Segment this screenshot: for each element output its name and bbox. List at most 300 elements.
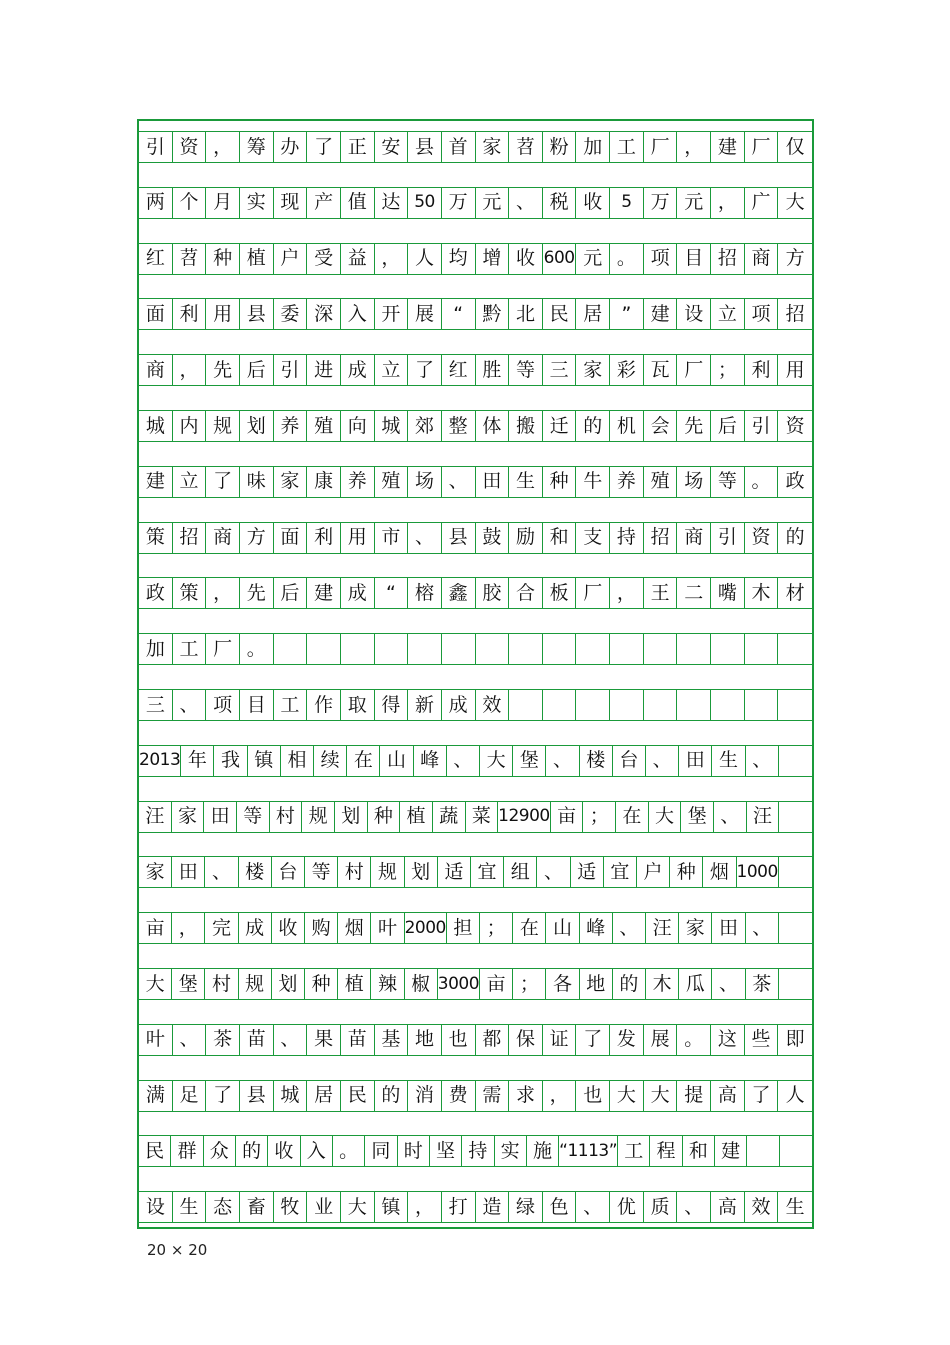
grid-cell: 收 [576,188,610,218]
grid-cell: 汪 [139,802,172,832]
grid-cell: 首 [442,132,476,162]
grid-cell [274,634,308,664]
grid-cell: 月 [206,188,240,218]
grid-cell: 用 [206,299,240,329]
grid-cell: 机 [610,411,644,441]
grid-cell: 户 [637,857,670,887]
grid-row [139,968,812,1000]
grid-cell: 这 [711,1025,745,1055]
grid-cell: 内 [173,411,207,441]
grid-cell: 收 [272,913,305,943]
grid-cell: 规 [371,857,404,887]
grid-cell: 产 [307,188,341,218]
grid-cell: 用 [785,358,805,381]
grid-cell: 苕 [509,132,543,162]
grid-cell: 了 [576,1025,610,1055]
grid-cell: 等 [305,857,338,887]
grid-cell: 叶 [371,913,404,943]
grid-cell: 收 [509,244,543,274]
grid-row [139,1135,812,1167]
grid-cell: 加 [139,634,173,664]
grid-cell: 田 [712,913,745,943]
grid-cell: 生 [173,1192,207,1222]
grid-cell: 了 [206,467,240,497]
grid-cell: 我 [214,746,247,776]
grid-cell: 值 [341,188,375,218]
grid-cell: 规 [239,969,272,999]
grid-cell: 和 [543,523,577,553]
grid-cell: 宜 [604,857,637,887]
grid-cell: 成 [239,913,272,943]
grid-cell: 粉 [543,132,577,162]
grid-cell: 、 [509,188,543,218]
grid-cell [442,634,476,664]
grid-cell: 购 [305,913,338,943]
grid-cell: 设 [139,1192,173,1222]
grid-cell: 利 [307,523,341,553]
grid-cell: ， [543,1081,577,1111]
grid-cell: 家 [172,802,205,832]
grid-cell: 、 [677,1192,711,1222]
grid-cell: 亩 [551,802,584,832]
grid-cell: 万 [644,188,678,218]
grid-cell: 、 [442,467,476,497]
grid-cell: 招 [644,523,678,553]
grid-cell: 面 [274,523,308,553]
grid-cell: 台 [613,746,646,776]
grid-cell: 建 [715,1136,747,1166]
grid-cell: 需 [476,1081,510,1111]
grid-cell: 均 [442,244,476,274]
grid-cell: 了 [745,1081,779,1111]
grid-cell: 木 [646,969,679,999]
grid-cell [711,690,745,720]
grid-cell: 策 [173,578,207,608]
grid-cell: 2013 [139,746,181,776]
grid-cell: 利 [745,355,779,385]
grid-cell: 山 [380,746,413,776]
grid-cell: 蔬 [433,802,466,832]
grid-cell: 厂 [206,634,240,664]
grid-cell: 50 [408,188,442,218]
grid-cell [543,690,577,720]
grid-cell: 民 [341,1081,375,1111]
grid-row [139,354,812,386]
grid-cell: 养 [610,467,644,497]
grid-cell: ， [610,578,644,608]
grid-cell: 划 [272,969,305,999]
grid-cell: 台 [272,857,305,887]
grid-cell: 彩 [610,355,644,385]
grid-cell: 项 [206,690,240,720]
grid-cell: 受 [307,244,341,274]
grid-cell: 在 [616,802,649,832]
grid-cell: 田 [679,746,712,776]
grid-cell: 田 [204,802,237,832]
grid-cell: 资 [173,132,207,162]
grid-cell [745,690,779,720]
grid-cell: 。 [677,1025,711,1055]
grid-cell: 工 [274,690,308,720]
grid-cell: 色 [543,1192,577,1222]
grid-cell: 种 [206,244,240,274]
grid-cell: 、 [537,857,570,887]
grid-cell: 新 [408,690,442,720]
grid-cell: 烟 [338,913,371,943]
grid-cell: 些 [745,1025,779,1055]
grid-cell: 方 [785,247,805,270]
grid-cell: 建 [711,132,745,162]
grid-cell: 广 [745,188,779,218]
grid-cell: 苕 [173,244,207,274]
grid-cell: 大 [785,191,805,214]
grid-cell: 鼓 [476,523,510,553]
grid-cell: 打 [442,1192,476,1222]
grid-cell: 业 [307,1192,341,1222]
grid-cell: 优 [610,1192,644,1222]
grid-cell: 成 [341,578,375,608]
grid-cell: 镇 [248,746,281,776]
grid-row [139,1080,812,1112]
grid-row [139,912,812,944]
grid-cell: 商 [677,523,711,553]
grid-cell: 榕 [408,578,442,608]
grid-cell: 体 [476,411,510,441]
grid-cell: 亩 [480,969,513,999]
grid-cell: 的 [785,526,805,549]
grid-cell: 增 [476,244,510,274]
grid-cell: 三 [139,690,173,720]
grid-cell: 提 [677,1081,711,1111]
grid-cell: 等 [509,355,543,385]
grid-cell: 后 [274,578,308,608]
grid-cell: 北 [509,299,543,329]
grid-cell: 了 [307,132,341,162]
grid-cell: 成 [341,355,375,385]
grid-cell: 、 [646,746,679,776]
grid-cell: ； [480,913,513,943]
grid-cell: 取 [341,690,375,720]
grid-cell: 县 [240,299,274,329]
grid-cell: 建 [139,467,173,497]
grid-cell: 合 [509,578,543,608]
grid-cell: 在 [513,913,546,943]
grid-cell: 生 [509,467,543,497]
grid-cell: 县 [240,1081,274,1111]
grid-row [139,633,812,665]
grid-cell [610,690,644,720]
grid-cell: 、 [173,690,207,720]
grid-cell [780,1136,812,1166]
grid-cell: 即 [785,1028,805,1051]
grid-cell: 地 [408,1025,442,1055]
grid-cell: 场 [677,467,711,497]
grid-cell: 元 [576,244,610,274]
grid-cell: 厂 [644,132,678,162]
grid-cell: 续 [314,746,347,776]
grid-row [139,522,812,554]
grid-cell: 引 [139,132,173,162]
grid-cell: 汪 [646,913,679,943]
grid-cell: 红 [139,244,173,274]
grid-cell: 、 [205,857,238,887]
grid-cell: 税 [543,188,577,218]
grid-cell: 励 [509,523,543,553]
grid-cell: 田 [476,467,510,497]
grid-cell: 家 [576,355,610,385]
grid-cell: 立 [375,355,409,385]
grid-cell: 胶 [476,578,510,608]
grid-cell: 城 [139,411,173,441]
grid-cell: 家 [139,857,172,887]
grid-cell: 会 [644,411,678,441]
grid-cell: 生 [785,1195,805,1218]
grid-cell: 味 [240,467,274,497]
grid-cell: 厂 [576,578,610,608]
grid-cell: 果 [307,1025,341,1055]
grid-cell: 委 [274,299,308,329]
grid-cell: 年 [181,746,214,776]
grid-cell: 发 [610,1025,644,1055]
grid-cell: 峰 [580,913,613,943]
grid-cell: 、 [746,746,779,776]
grid-cell: 搬 [509,411,543,441]
grid-cell: 植 [400,802,433,832]
grid-cell [778,634,812,664]
grid-cell: 养 [341,467,375,497]
grid-cell: 山 [546,913,579,943]
grid-cell: 种 [670,857,703,887]
grid-cell: 筹 [240,132,274,162]
grid-cell: 养 [274,411,308,441]
grid-cell: ， [408,1192,442,1222]
grid-cell: 茶 [206,1025,240,1055]
grid-cell: 5 [610,188,644,218]
grid-cell: 面 [139,299,173,329]
grid-cell: 植 [338,969,371,999]
grid-cell: 达 [375,188,409,218]
grid-cell: 两 [139,188,173,218]
grid-cell: 瓦 [644,355,678,385]
grid-cell: ； [513,969,546,999]
grid-cell: 引 [711,523,745,553]
grid-cell: 楼 [239,857,272,887]
grid-cell: 种 [368,802,401,832]
grid-cell: 居 [307,1081,341,1111]
grid-row [139,856,812,888]
grid-cell: 牛 [576,467,610,497]
grid-cell: 工 [610,132,644,162]
grid-cell: 菜 [466,802,499,832]
grid-row [139,689,812,721]
grid-cell [779,746,812,776]
grid-cell: 效 [745,1192,779,1222]
grid-cell: 先 [677,411,711,441]
grid-cell: 。 [610,244,644,274]
grid-cell: 方 [240,523,274,553]
grid-row [139,1191,812,1223]
grid-cell: 茶 [746,969,779,999]
grid-cell [509,634,543,664]
grid-cell: 整 [442,411,476,441]
grid-cell: 二 [677,578,711,608]
grid-cell: 元 [677,188,711,218]
grid-cell: ， [711,188,745,218]
grid-cell [307,634,341,664]
grid-cell: 大 [480,746,513,776]
grid-row [139,1024,812,1056]
grid-cell: 、 [576,1192,610,1222]
grid-cell: 实 [240,188,274,218]
grid-cell: 资 [785,414,805,437]
grid-row [139,466,812,498]
grid-cell [408,634,442,664]
grid-cell: 、 [274,1025,308,1055]
grid-cell: 工 [173,634,207,664]
grid-cell: ， [677,132,711,162]
grid-cell: 。 [333,1136,365,1166]
grid-cell: 招 [173,523,207,553]
grid-cell: 万 [442,188,476,218]
grid-cell: 郊 [408,411,442,441]
grid-cell: 组 [504,857,537,887]
grid-cell: 畜 [240,1192,274,1222]
grid-row [139,801,812,833]
grid-cell: 目 [677,244,711,274]
grid-cell: 办 [274,132,308,162]
grid-cell: 绿 [509,1192,543,1222]
grid-cell: 峰 [414,746,447,776]
grid-cell: 县 [442,523,476,553]
grid-cell: 个 [173,188,207,218]
grid-cell: 持 [462,1136,494,1166]
grid-cell: 质 [644,1192,678,1222]
grid-cell: 担 [447,913,480,943]
grid-cell: ， [206,132,240,162]
grid-cell: 项 [745,299,779,329]
grid-cell [576,634,610,664]
grid-cell: 进 [307,355,341,385]
grid-cell: 堡 [513,746,546,776]
grid-cell: 了 [206,1081,240,1111]
grid-cell: 康 [307,467,341,497]
grid-cell: 费 [442,1081,476,1111]
grid-cell: 商 [206,523,240,553]
grid-cell: 项 [644,244,678,274]
grid-cell [644,690,678,720]
grid-cell: 群 [171,1136,203,1166]
grid-cell: 宜 [471,857,504,887]
grid-row [139,187,812,219]
grid-cell: 坚 [430,1136,462,1166]
grid-cell [779,969,812,999]
grid-cell: 楼 [580,746,613,776]
grid-cell: 大 [139,969,172,999]
grid-cell: 利 [173,299,207,329]
grid-cell [779,802,812,832]
grid-cell: 入 [341,299,375,329]
grid-cell: ； [583,802,616,832]
grid-cell: 殖 [307,411,341,441]
grid-cell: 划 [335,802,368,832]
grid-cell: 三 [543,355,577,385]
grid-cell: 2000 [405,913,447,943]
grid-cell: 大 [649,802,682,832]
grid-cell: 嘴 [711,578,745,608]
grid-cell: 大 [610,1081,644,1111]
grid-cell [779,857,812,887]
grid-cell [576,690,610,720]
grid-cell: 迁 [543,411,577,441]
grid-cell: 王 [644,578,678,608]
grid-cell: 、 [173,1025,207,1055]
grid-cell: 基 [375,1025,409,1055]
grid-cell: 求 [509,1081,543,1111]
grid-cell [375,634,409,664]
grid-cell: 厂 [745,132,779,162]
grid-cell: 叶 [139,1025,173,1055]
grid-cell: 600 [543,244,577,274]
grid-cell: 众 [204,1136,236,1166]
grid-cell [677,690,711,720]
grid-cell: 程 [650,1136,682,1166]
grid-cell: 市 [375,523,409,553]
grid-cell: 、 [714,802,747,832]
grid-size-label: 20 × 20 [147,1241,208,1259]
grid-cell: 正 [341,132,375,162]
grid-cell: 消 [408,1081,442,1111]
grid-cell: 同 [365,1136,397,1166]
grid-cell: 3000 [438,969,480,999]
grid-cell [779,913,812,943]
grid-cell: 板 [543,578,577,608]
grid-cell: 后 [711,411,745,441]
grid-cell: 种 [305,969,338,999]
grid-cell: 等 [711,467,745,497]
grid-cell: 汪 [747,802,780,832]
grid-cell: 也 [576,1081,610,1111]
grid-cell: 现 [274,188,308,218]
grid-cell: 村 [205,969,238,999]
grid-cell: 持 [610,523,644,553]
grid-cell: ； [711,355,745,385]
grid-row [139,243,812,275]
grid-cell: 向 [341,411,375,441]
grid-cell: 民 [139,1136,171,1166]
grid-cell: 1000 [737,857,779,887]
grid-cell: 、 [746,913,779,943]
grid-cell: 、 [447,746,480,776]
grid-cell: 政 [139,578,173,608]
grid-cell: 红 [442,355,476,385]
grid-cell: 相 [281,746,314,776]
grid-cell: 入 [301,1136,333,1166]
grid-cell [476,634,510,664]
grid-cell [644,634,678,664]
grid-cell: 高 [711,1081,745,1111]
grid-cell: 厂 [677,355,711,385]
grid-cell: 苗 [240,1025,274,1055]
grid-cell: 资 [745,523,779,553]
grid-cell: 黔 [476,299,510,329]
grid-cell: 立 [173,467,207,497]
grid-cell: “ [375,578,409,608]
grid-cell: 材 [785,581,805,604]
grid-row [139,131,812,163]
grid-cell [610,634,644,664]
grid-cell: 家 [476,132,510,162]
grid-cell: 鑫 [442,578,476,608]
